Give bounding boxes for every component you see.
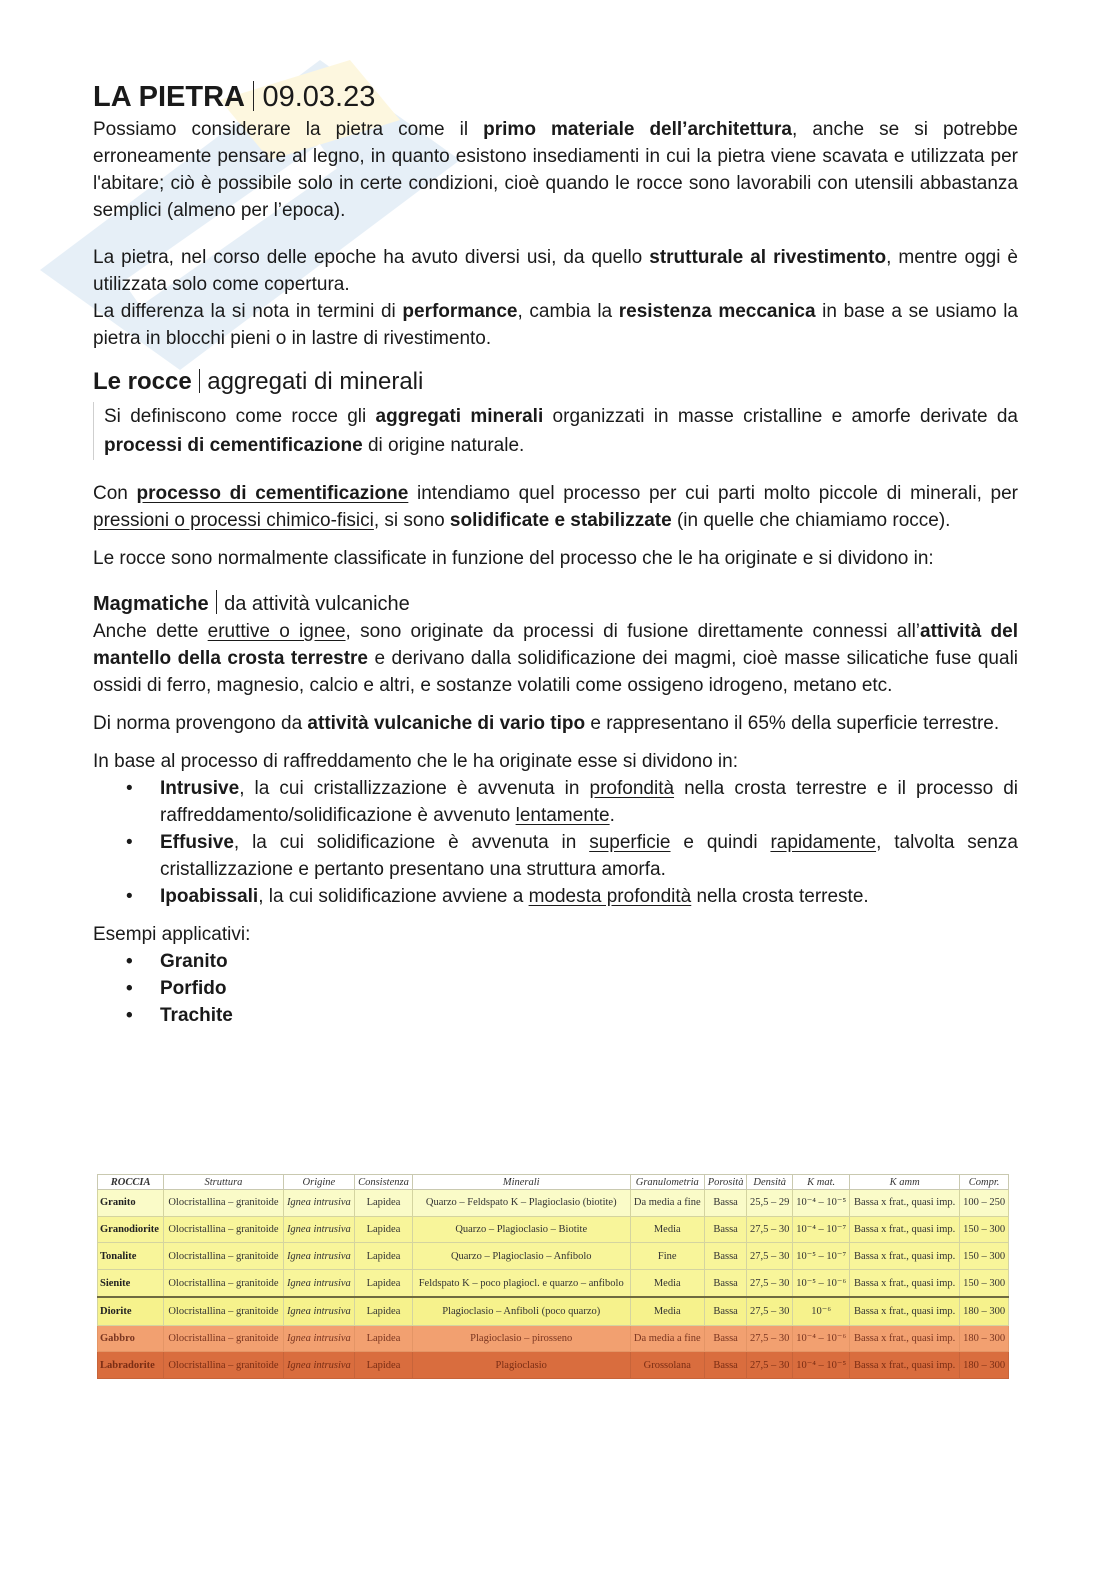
list-item: • Granito bbox=[160, 948, 1018, 975]
table-cell: Labradorite bbox=[98, 1352, 164, 1379]
column-header: Densità bbox=[747, 1175, 793, 1190]
examples-list bbox=[93, 948, 1018, 1029]
table-cell: Bassa x frat., quasi imp. bbox=[850, 1270, 960, 1298]
table-cell: Bassa bbox=[704, 1352, 746, 1379]
table-cell: Bassa bbox=[704, 1216, 746, 1243]
list-item-ipoabissali: • Ipoabissali, la cui solidificazione avviene a modesta profondità nella crosta terreste. bbox=[160, 883, 1018, 910]
table-cell: Bassa x frat., quasi imp. bbox=[850, 1216, 960, 1243]
table-cell: 150 – 300 bbox=[960, 1216, 1009, 1243]
table-cell: Ignea intrusiva bbox=[283, 1190, 354, 1217]
table-cell: 150 – 300 bbox=[960, 1270, 1009, 1298]
table-cell: Olocristallina – granitoide bbox=[164, 1270, 283, 1298]
table-row bbox=[98, 1216, 1009, 1243]
table-cell: 10⁻⁴ – 10⁻⁵ bbox=[793, 1190, 850, 1217]
table-cell: Ignea intrusiva bbox=[283, 1297, 354, 1325]
table-cell: Lapidea bbox=[355, 1270, 413, 1298]
column-header: Granulometria bbox=[630, 1175, 704, 1190]
table-cell: 27,5 – 30 bbox=[747, 1216, 793, 1243]
table-cell: Media bbox=[630, 1216, 704, 1243]
table-cell: 27,5 – 30 bbox=[747, 1243, 793, 1270]
column-header: Struttura bbox=[164, 1175, 283, 1190]
title-main: LA PIETRA bbox=[93, 81, 245, 113]
table-cell: Media bbox=[630, 1270, 704, 1298]
table-cell: Gabbro bbox=[98, 1325, 164, 1352]
table-cell: Media bbox=[630, 1297, 704, 1325]
table-row bbox=[98, 1352, 1009, 1379]
table-row bbox=[98, 1243, 1009, 1270]
magmatiche-paragraph-3: In base al processo di raffreddamento che le ha originate esse si dividono in: bbox=[93, 751, 738, 772]
table-row bbox=[98, 1190, 1009, 1217]
table-cell: Olocristallina – granitoide bbox=[164, 1297, 283, 1325]
column-header: Minerali bbox=[412, 1175, 630, 1190]
table-cell: Diorite bbox=[98, 1297, 164, 1325]
magmatiche-paragraph-2: Di norma provengono da attività vulcaniche di vario tipo e rappresentano il 65% della superficie terrestre. bbox=[93, 713, 1000, 734]
table-cell: Lapidea bbox=[355, 1216, 413, 1243]
table-cell: Plagioclasio bbox=[412, 1352, 630, 1379]
table-cell: Lapidea bbox=[355, 1352, 413, 1379]
column-header: Compr. bbox=[960, 1175, 1009, 1190]
table-cell: 180 – 300 bbox=[960, 1297, 1009, 1325]
table-cell: Tonalite bbox=[98, 1243, 164, 1270]
table-cell: Ignea intrusiva bbox=[283, 1325, 354, 1352]
table-cell: Sienite bbox=[98, 1270, 164, 1298]
table-cell: Lapidea bbox=[355, 1325, 413, 1352]
table-cell: Plagioclasio – pirosseno bbox=[412, 1325, 630, 1352]
table-cell: Bassa x frat., quasi imp. bbox=[850, 1325, 960, 1352]
table-cell: Lapidea bbox=[355, 1243, 413, 1270]
table-cell: Olocristallina – granitoide bbox=[164, 1243, 283, 1270]
table-cell: Bassa bbox=[704, 1243, 746, 1270]
table-cell: Olocristallina – granitoide bbox=[164, 1190, 283, 1217]
table-cell: Bassa x frat., quasi imp. bbox=[850, 1190, 960, 1217]
table-cell: Granito bbox=[98, 1190, 164, 1217]
heading-separator bbox=[199, 369, 201, 393]
table-cell: Quarzo – Plagioclasio – Anfibolo bbox=[412, 1243, 630, 1270]
table-cell: 10⁻⁴ – 10⁻⁶ bbox=[793, 1325, 850, 1352]
magmatiche-types-list bbox=[93, 775, 1018, 910]
column-header: Origine bbox=[283, 1175, 354, 1190]
heading-separator bbox=[216, 590, 218, 614]
intro-paragraph-1: Possiamo considerare la pietra come il primo materiale dell’architettura, anche se si potrebbe erroneamente pensare al legno, in quanto esistono insediamenti in cui la pietra viene scavata e utilizzata per l'abitare; ciò è possibile solo in certe condizioni, cioè quando le rocce sono lavorabili con utensili abbastanza semplici (almeno per l’epoca). bbox=[93, 119, 1018, 221]
intro-paragraph-2: La pietra, nel corso delle epoche ha avuto diversi usi, da quello strutturale al rivestimento, mentre oggi è utilizzata solo come copertura. bbox=[93, 247, 1019, 295]
table-cell: Granodiorite bbox=[98, 1216, 164, 1243]
column-header: K mat. bbox=[793, 1175, 850, 1190]
table-cell: Olocristallina – granitoide bbox=[164, 1216, 283, 1243]
table-cell: Lapidea bbox=[355, 1190, 413, 1217]
examples-label: Esempi applicativi: bbox=[93, 924, 251, 945]
magmatiche-paragraph-1: Anche dette eruttive o ignee, sono originate da processi di fusione direttamente connessi all’attività del mantello della crosta terrestre e derivano dalla solidificazione dei magmi, cioè masse silicatiche fuse quali ossidi di ferro, magnesio, calcio e altri, e sostanze volatili come ossigeno idrogeno, metano etc. bbox=[93, 621, 1019, 696]
table-cell: Bassa bbox=[704, 1190, 746, 1217]
table-cell: Bassa bbox=[704, 1325, 746, 1352]
table-cell: 150 – 300 bbox=[960, 1243, 1009, 1270]
page-title bbox=[93, 78, 1018, 116]
table-cell: 10⁻⁶ bbox=[793, 1297, 850, 1325]
table-cell: 100 – 250 bbox=[960, 1190, 1009, 1217]
table-row bbox=[98, 1270, 1009, 1298]
table-cell: 180 – 300 bbox=[960, 1325, 1009, 1352]
table-cell: Plagioclasio – Anfiboli (poco quarzo) bbox=[412, 1297, 630, 1325]
section-heading-rocce: Le rocce aggregati di minerali bbox=[93, 368, 424, 395]
document-page bbox=[93, 78, 1018, 1029]
table-cell: Olocristallina – granitoide bbox=[164, 1325, 283, 1352]
table-cell: 10⁻⁴ – 10⁻⁵ bbox=[793, 1352, 850, 1379]
table-cell: 27,5 – 30 bbox=[747, 1270, 793, 1298]
table-cell: 10⁻⁵ – 10⁻⁶ bbox=[793, 1270, 850, 1298]
table-cell: 180 – 300 bbox=[960, 1352, 1009, 1379]
list-item: • Trachite bbox=[160, 1002, 1018, 1029]
table-row bbox=[98, 1297, 1009, 1325]
intro-paragraph-3: La differenza la si nota in termini di performance, cambia la resistenza meccanica in base a se usiamo la pietra in blocchi pieni o in lastre di rivestimento. bbox=[93, 301, 1018, 349]
table-cell: Ignea intrusiva bbox=[283, 1243, 354, 1270]
rock-properties-table bbox=[97, 1174, 1009, 1379]
list-item-intrusive: • Intrusive, la cui cristallizzazione è avvenuta in profondità nella crosta terrestre e il processo di raffreddamento/solidificazione è avvenuto lentamente. bbox=[160, 775, 1018, 829]
rock-properties-table-image bbox=[97, 1174, 1009, 1379]
rocce-paragraph-2: Le rocce sono normalmente classificate in funzione del processo che le ha originate e si dividono in: bbox=[93, 548, 934, 569]
table-cell: Ignea intrusiva bbox=[283, 1270, 354, 1298]
column-header: ROCCIA bbox=[98, 1175, 164, 1190]
list-item: • Porfido bbox=[160, 975, 1018, 1002]
list-item-effusive: • Effusive, la cui solidificazione è avvenuta in superficie e quindi rapidamente, talvolta senza cristallizzazione e pertanto presentano una struttura amorfa. bbox=[160, 829, 1018, 883]
table-cell: Ignea intrusiva bbox=[283, 1216, 354, 1243]
table-cell: Olocristallina – granitoide bbox=[164, 1352, 283, 1379]
table-cell: Fine bbox=[630, 1243, 704, 1270]
column-header: Consistenza bbox=[355, 1175, 413, 1190]
table-cell: 27,5 – 30 bbox=[747, 1352, 793, 1379]
table-cell: 27,5 – 30 bbox=[747, 1325, 793, 1352]
table-cell: Da media a fine bbox=[630, 1325, 704, 1352]
table-cell: Bassa bbox=[704, 1297, 746, 1325]
table-cell: Quarzo – Plagioclasio – Biotite bbox=[412, 1216, 630, 1243]
table-cell: 25,5 – 29 bbox=[747, 1190, 793, 1217]
table-cell: Lapidea bbox=[355, 1297, 413, 1325]
table-cell: Grossolana bbox=[630, 1352, 704, 1379]
table-row bbox=[98, 1325, 1009, 1352]
table-cell: Bassa x frat., quasi imp. bbox=[850, 1352, 960, 1379]
table-cell: Da media a fine bbox=[630, 1190, 704, 1217]
table-cell: Feldspato K – poco plagiocl. e quarzo – anfibolo bbox=[412, 1270, 630, 1298]
title-separator bbox=[253, 81, 255, 111]
table-cell: Bassa x frat., quasi imp. bbox=[850, 1243, 960, 1270]
section-heading-magmatiche: Magmatiche da attività vulcaniche bbox=[93, 590, 1018, 618]
table-cell: Quarzo – Feldspato K – Plagioclasio (biotite) bbox=[412, 1190, 630, 1217]
title-date: 09.03.23 bbox=[262, 81, 376, 113]
definition-quote: Si definiscono come rocce gli aggregati minerali organizzati in masse cristalline e amorfe derivate da processi di cementificazione di origine naturale. bbox=[93, 402, 1018, 460]
table-cell: Ignea intrusiva bbox=[283, 1352, 354, 1379]
table-cell: 10⁻⁵ – 10⁻⁷ bbox=[793, 1243, 850, 1270]
table-cell: 10⁻⁴ – 10⁻⁷ bbox=[793, 1216, 850, 1243]
table-cell: Bassa x frat., quasi imp. bbox=[850, 1297, 960, 1325]
table-cell: 27,5 – 30 bbox=[747, 1297, 793, 1325]
table-cell: Bassa bbox=[704, 1270, 746, 1298]
column-header: K amm bbox=[850, 1175, 960, 1190]
column-header: Porosità bbox=[704, 1175, 746, 1190]
rocce-paragraph-1: Con processo di cementificazione intendiamo quel processo per cui parti molto piccole di minerali, per pressioni o processi chimico-fisici, si sono solidificate e stabilizzate (in quelle che chiamiamo rocce). bbox=[93, 483, 1018, 531]
table-header-row bbox=[98, 1175, 1009, 1190]
